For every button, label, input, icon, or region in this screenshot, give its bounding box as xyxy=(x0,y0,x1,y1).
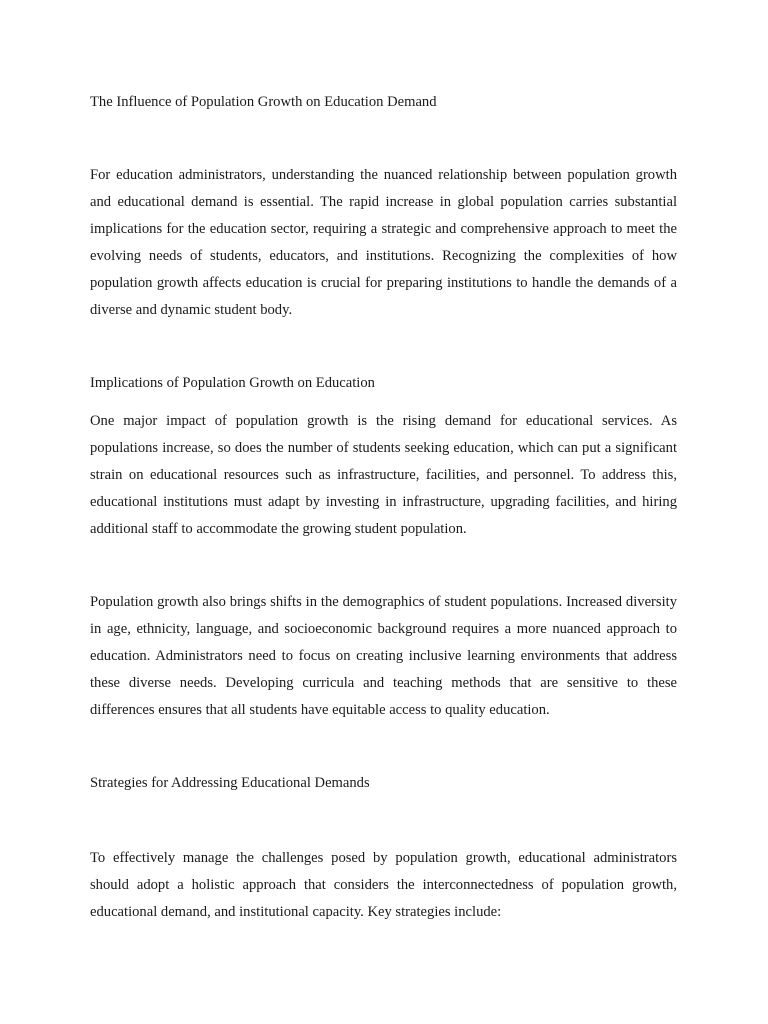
paragraph-demographics: Population growth also brings shifts in the demographics of student populations. Increased diversity in age, ethnicity, language, and socioeconomic background requires a more nuanced approach to education. Administrators need to focus on creating inclusive learning environments that address these diverse needs. Developing curricula and teaching methods that are sensitive to these differences ensures that all students have equitable access to quality education. xyxy=(90,594,677,718)
section-heading-implications: Implications of Population Growth on Education xyxy=(90,375,375,391)
section-heading-strategies: Strategies for Addressing Educational Demands xyxy=(90,775,370,791)
document-title: The Influence of Population Growth on Education Demand xyxy=(90,94,437,110)
paragraph-strategies: To effectively manage the challenges posed by population growth, educational administrators should adopt a holistic approach that considers the interconnectedness of population growth, educational demand, and institutional capacity. Key strategies include: xyxy=(90,850,677,920)
paragraph-rising-demand: One major impact of population growth is the rising demand for educational services. As populations increase, so does the number of students seeking education, which can put a significant strain on educational resources such as infrastructure, facilities, and personnel. To address this, educational institutions must adapt by investing in infrastructure, upgrading facilities, and hiring additional staff to accommodate the growing student population. xyxy=(90,413,677,537)
intro-paragraph: For education administrators, understanding the nuanced relationship between population growth and educational demand is essential. The rapid increase in global population carries substantial implications for the education sector, requiring a strategic and comprehensive approach to meet the evolving needs of students, educators, and institutions. Recognizing the complexities of how population growth affects education is crucial for preparing institutions to handle the demands of a diverse and dynamic student body. xyxy=(90,167,677,318)
